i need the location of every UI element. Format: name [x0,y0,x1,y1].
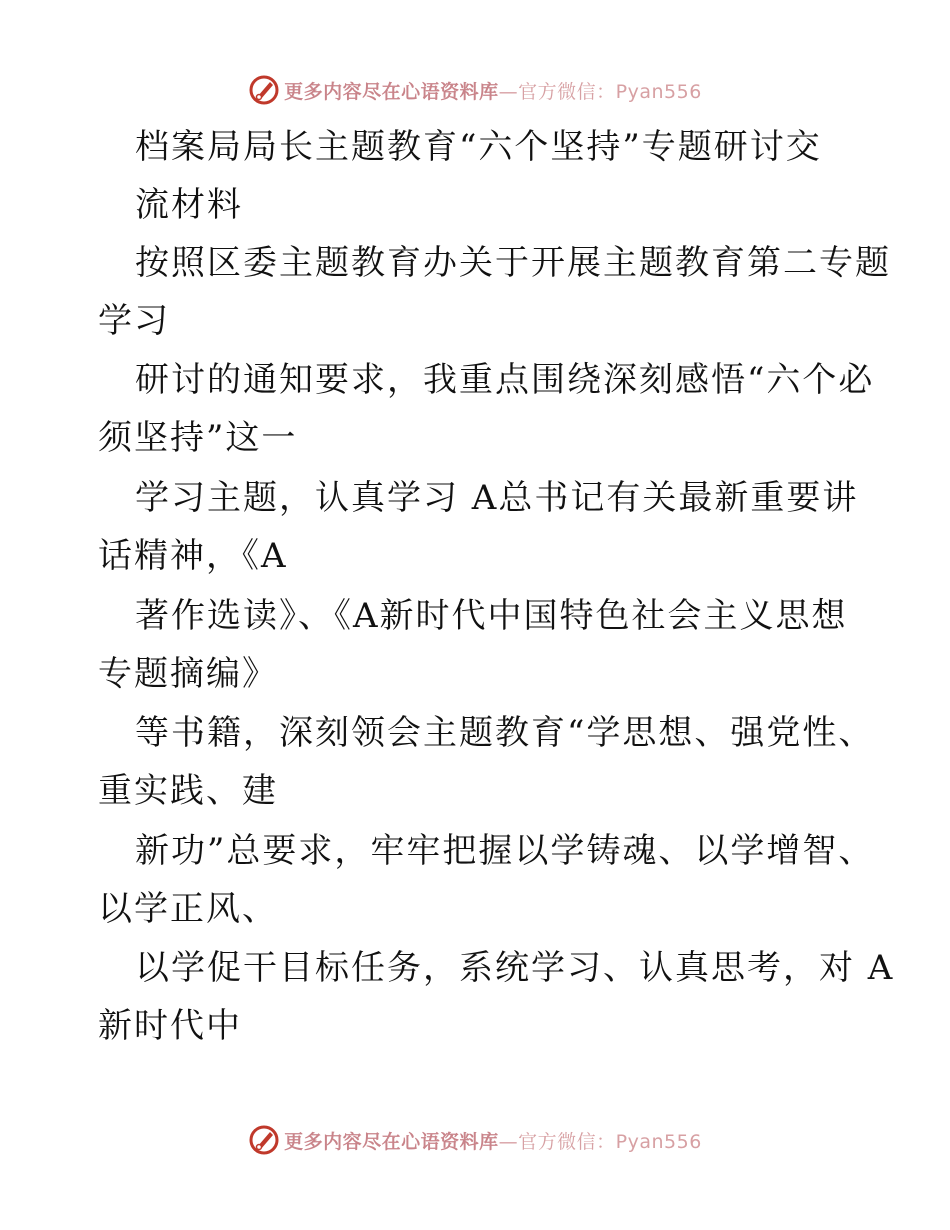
title-line: 档案局局长主题教育“六个坚持”专题研讨交 [135,127,822,167]
paragraph-line: 须坚持”这一 [98,418,298,458]
header-watermark [0,70,950,110]
watermark-logo-icon [248,1124,280,1156]
paragraph-line: 著作选读》、《A新时代中国特色社会主义思想 [135,596,848,636]
paragraph-line: 新功”总要求，牢牢把握以学铸魂、以学增智、 [135,831,875,871]
paragraph-line: 话精神，《A [98,536,288,576]
paragraph-line: 学习主题，认真学习 A总书记有关最新重要讲 [135,478,859,518]
watermark-suffix: —官方微信：Pyan556 [498,80,702,103]
watermark-prefix: 更多内容尽在心语资料库 [284,80,499,103]
paragraph-line: 重实践、建 [98,771,278,811]
paragraph-line: 学习 [98,301,170,341]
watermark-text [284,1127,702,1154]
paragraph-line: 新时代中 [98,1006,242,1046]
watermark-prefix: 更多内容尽在心语资料库 [284,1130,499,1153]
paragraph-line: 按照区委主题教育办关于开展主题教育第二专题 [135,243,891,283]
title-line: 流材料 [135,185,243,225]
paragraph-line: 研讨的通知要求，我重点围绕深刻感悟“六个必 [135,360,875,400]
watermark-text [284,77,702,104]
watermark-suffix: —官方微信：Pyan556 [498,1130,702,1153]
paragraph-line: 以学正风、 [98,889,278,929]
paragraph-line: 以学促干目标任务，系统学习、认真思考，对 A [135,948,895,988]
paragraph-line: 等书籍，深刻领会主题教育“学思想、强党性、 [135,713,875,753]
paragraph-line: 专题摘编》 [98,654,278,694]
watermark-logo-icon [248,74,280,106]
footer-watermark [0,1120,950,1160]
